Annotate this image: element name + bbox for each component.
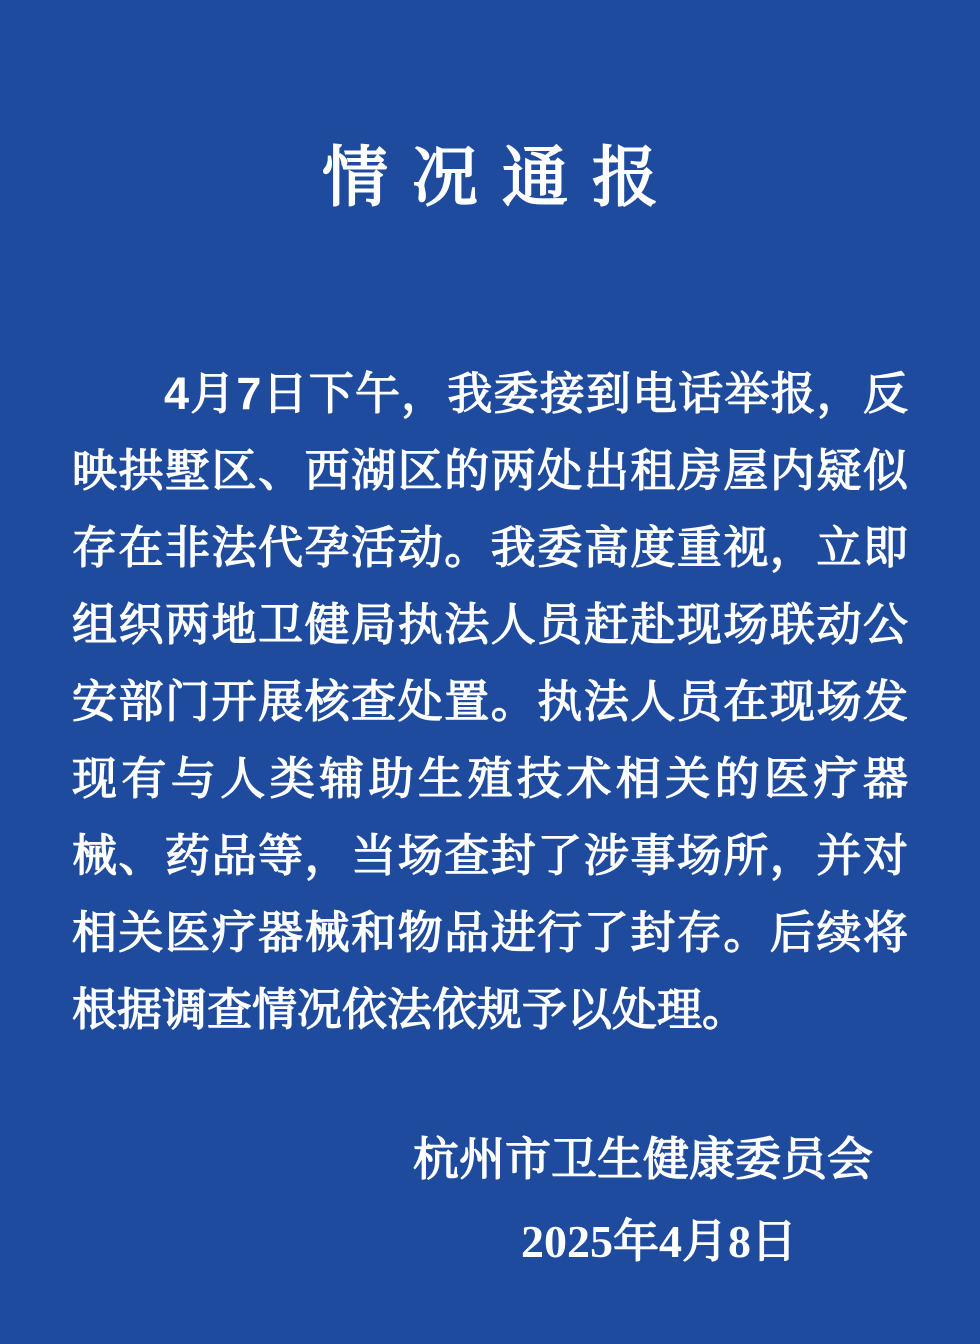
notice-body-paragraph: 4月7日下午，我委接到电话举报，反映拱墅区、西湖区的两处出租房屋内疑似存在非法代孕活动。我委高度重视，立即组织两地卫健局执法人员赶赴现场联动公安部门开展核查处置。执法人员在现场发现有与人类辅助生殖技术相关的医疗器械、药品等，当场查封了涉事场所，并对相关医疗器械和物品进行了封存。后续将根据调查情况依法依规予以处理。 xyxy=(72,368,908,1035)
notice-date: 2025年4月8日 xyxy=(521,1216,797,1267)
notice-title: 情况通报 xyxy=(322,142,682,215)
notice-signature: 杭州市卫生健康委员会 xyxy=(413,1134,873,1185)
